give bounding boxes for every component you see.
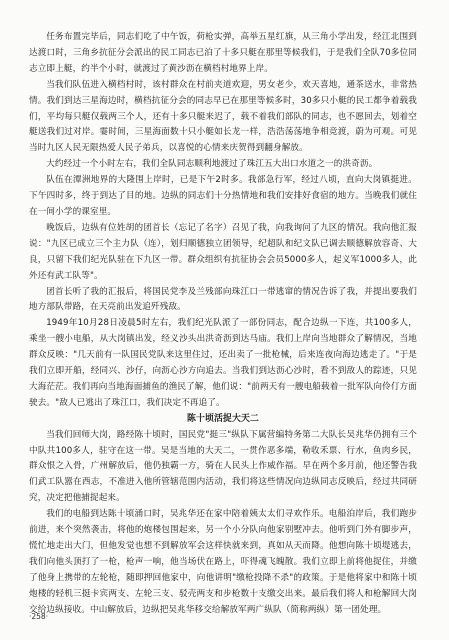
paragraph: 大约经过一个小时左右，我们全队同志顺利地渡过了珠江五大出口水道之一的洪奇沥。	[46, 159, 378, 170]
paragraph: 晚饭后，边纵有位姓胡的团首长（忘记了名字）召见了我，向我询问了九区的情况。我向他汇报说："九区已成立三个主力队（连），划归顺德独立团领导，纪超队和纪文队已调去顺德解放容奇、大良，只留下我们纪光队驻在下九区一带。群众组织有抗征协会会员5000多人，起义军1000多人，此外还有武工队等"。	[29, 222, 417, 281]
paragraph: 当我们队伍进入横档村时，该村群众在村前夹道欢迎，男女老少，欢天喜地，通茶送水，非常热情。我们到达三星海边时，横档抗征分会的同志早已在那里等候多时，30多只小艇的民工都争着载我们，平均每只艇仅载两三个人，还有十多只艇来迟了，载不着我们部队的同志，也不愿回去，划着空艇送我们过对岸。霎时间，三星海面数十只小艇如长龙一样，浩浩荡荡地争相竞渡，蔚为可观。可见当时九区人民无限热爱人民子弟兵，以喜悦的心情来庆贺得到翻身解放。	[29, 79, 417, 154]
paragraph: 1949年10月28日凌晨5时左右，我们纪光队派了一部份同志，配合边纵一下连，共100多人，乘坐一艘小电船，从大岗镇出发，经义沙头出洪奇沥到达马庙。我们上岸向当地群众了解情况，当地群众反映："几天前有一队国民党队来这里住过，还出卖了一批枪械，后来连夜向海边逃走了。"于是我们立即开船，经同兴、沙仔，向沥心沙方向追去。当我们到达沥心沙时，看不到敌人的踪迹，只见大海茫茫。我们再向当地海面捕鱼的渔民了解，他们说："前两天有一艘电船载着一批军队向伶仃方面驶去。"敌人已逃出了珠江口，我们决定不再追了。	[29, 318, 417, 408]
paragraph: 当我们回师大岗，路经陈十顷时，国民党"挺三"纵队下属营编特务第二大队长吴兆华仍拥有三个中队共100多人，驻守在这一带。吴是当地的大天二，一贯作恶多端，勒收禾票、行水，鱼肉乡民，群众恨之入骨，广州解放后，他仍独霸一方，骑在人民头上作威作福。早在两个多月前，他还警告我们武工队嚣在西志，不准进入他所管辖范围内活动，我们将这些情况向边纵同志反映后，经过共同研究，决定把他捕捉起来。	[29, 429, 417, 504]
paragraph: 队伍在潭洲地界的大隆围上岸时，已是下午2时多。我部急行军，经过八顷，直向大岗镇挺进。下午四时多，终于到达了目的地。边纵的同志们十分热情地和我们安排好食宿的地方。当晚我们就住在一间小学的课室里。	[29, 175, 417, 217]
paragraph: 团首长听了我的汇报后，将国民党李及兰残部向珠江口一带逃窜的情况告诉了我，并提出要我们地方部队带路，在天亮前出发追歼残敌。	[29, 286, 417, 313]
section-heading: 陈十顷活捉大天二	[187, 413, 259, 424]
paragraph: 我们的电船到达陈十顷涌口时，吴兆华还在家中陪着姨太太们寻欢作乐。电船泊岸后，我们跑步前进，来个突然袭击，将他的炮楼包围起来，另一个小分队向他家别墅冲去。他听到门外有脚步声，慌忙地走出大门，但他发觉也想不到解放军会这样快就来到，真如从天而降。他想向陈十顷堤逃去，我们向他头顶打了一枪，枪声一响，他当场伏在路上，吓得魂飞魄散。我们立即上前将他捉住，并缴了他身上携带的左轮枪，随即押回他家中，向他讲明"缴枪投降不杀"的政策。于是他将家中和陈十顷炮楼的轻机三挺卡宾两支、左轮三支、驳壳两支和步枪数十支缴交出来。最后我们将人和枪解回大岗交给边纵接收。中山解放后，边纵把吴兆华移交给解放军两广纵队（简称两纵）第一团处理。	[29, 509, 417, 615]
paragraph: 任务布置完毕后，同志们吃了中午饭，荷枪实弹，高举五星红旗，从三角小学出发，经江北围到达渡口时，三角乡抗征分会派出的民工同志已泊了十多只艇在那里等候我们，于是我们全队70多位同志立即上艇，约半个小时，就渡过了黄沙沥在横档村地界上岸。	[29, 32, 417, 74]
body-text	[29, 30, 417, 619]
page-number: ·258·	[29, 612, 49, 621]
